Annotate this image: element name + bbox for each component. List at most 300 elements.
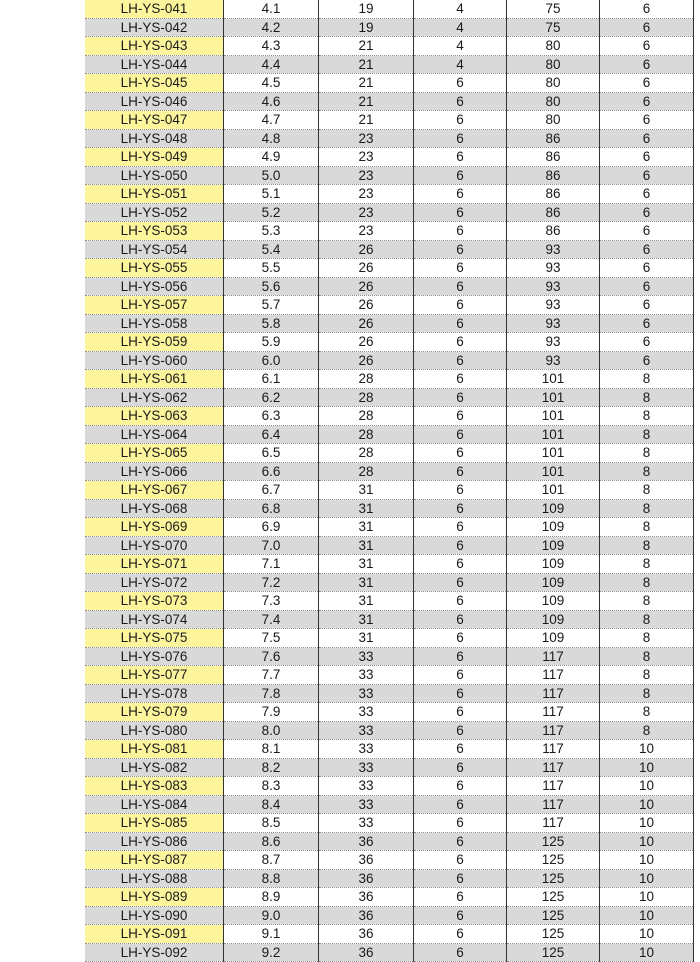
value-cell: 8 — [600, 388, 694, 407]
value-cell: 28 — [319, 444, 414, 463]
value-cell: 26 — [319, 333, 414, 352]
value-cell: 6.9 — [224, 518, 319, 537]
value-cell: 6 — [414, 610, 507, 629]
value-cell: 7.3 — [224, 592, 319, 611]
value-cell: 86 — [507, 185, 600, 204]
value-cell: 6 — [414, 425, 507, 444]
value-cell: 6 — [414, 869, 507, 888]
value-cell: 10 — [600, 925, 694, 944]
value-cell: 93 — [507, 277, 600, 296]
value-cell: 36 — [319, 851, 414, 870]
value-cell: 31 — [319, 629, 414, 648]
value-cell: 4 — [414, 37, 507, 56]
value-cell: 6 — [600, 18, 694, 37]
model-cell: LH-YS-046 — [85, 92, 224, 111]
value-cell: 80 — [507, 111, 600, 130]
model-cell: LH-YS-072 — [85, 573, 224, 592]
model-cell: LH-YS-087 — [85, 851, 224, 870]
table-row — [85, 499, 694, 518]
model-cell: LH-YS-068 — [85, 499, 224, 518]
value-cell: 31 — [319, 481, 414, 500]
value-cell: 9.1 — [224, 925, 319, 944]
value-cell: 101 — [507, 388, 600, 407]
model-cell: LH-YS-065 — [85, 444, 224, 463]
value-cell: 28 — [319, 407, 414, 426]
value-cell: 125 — [507, 869, 600, 888]
value-cell: 6 — [414, 166, 507, 185]
value-cell: 8 — [600, 462, 694, 481]
value-cell: 93 — [507, 351, 600, 370]
table-row — [85, 518, 694, 537]
value-cell: 8 — [600, 407, 694, 426]
table-row — [85, 629, 694, 648]
value-cell: 7.2 — [224, 573, 319, 592]
value-cell: 7.0 — [224, 536, 319, 555]
value-cell: 101 — [507, 444, 600, 463]
table-row — [85, 185, 694, 204]
model-cell: LH-YS-047 — [85, 111, 224, 130]
value-cell: 8.2 — [224, 758, 319, 777]
model-cell: LH-YS-071 — [85, 555, 224, 574]
value-cell: 6 — [600, 74, 694, 93]
table-row — [85, 573, 694, 592]
value-cell: 28 — [319, 425, 414, 444]
value-cell: 5.3 — [224, 222, 319, 241]
value-cell: 10 — [600, 943, 694, 962]
model-cell: LH-YS-083 — [85, 777, 224, 796]
value-cell: 8.5 — [224, 814, 319, 833]
value-cell: 6 — [414, 129, 507, 148]
value-cell: 8 — [600, 370, 694, 389]
value-cell: 7.4 — [224, 610, 319, 629]
value-cell: 6 — [600, 203, 694, 222]
value-cell: 6 — [600, 351, 694, 370]
value-cell: 6 — [414, 758, 507, 777]
model-cell: LH-YS-056 — [85, 277, 224, 296]
value-cell: 6 — [600, 259, 694, 278]
model-cell: LH-YS-066 — [85, 462, 224, 481]
table-row — [85, 814, 694, 833]
value-cell: 10 — [600, 869, 694, 888]
value-cell: 8 — [600, 721, 694, 740]
value-cell: 8 — [600, 666, 694, 685]
model-cell: LH-YS-089 — [85, 888, 224, 907]
value-cell: 5.7 — [224, 296, 319, 315]
table-row — [85, 684, 694, 703]
model-cell: LH-YS-057 — [85, 296, 224, 315]
value-cell: 36 — [319, 925, 414, 944]
value-cell: 109 — [507, 592, 600, 611]
value-cell: 21 — [319, 74, 414, 93]
value-cell: 109 — [507, 499, 600, 518]
value-cell: 33 — [319, 795, 414, 814]
model-cell: LH-YS-090 — [85, 906, 224, 925]
value-cell: 21 — [319, 37, 414, 56]
table-row — [85, 555, 694, 574]
value-cell: 31 — [319, 499, 414, 518]
value-cell: 7.8 — [224, 684, 319, 703]
table-row — [85, 166, 694, 185]
model-cell: LH-YS-060 — [85, 351, 224, 370]
model-cell: LH-YS-054 — [85, 240, 224, 259]
value-cell: 28 — [319, 462, 414, 481]
model-cell: LH-YS-084 — [85, 795, 224, 814]
model-cell: LH-YS-059 — [85, 333, 224, 352]
table-row — [85, 203, 694, 222]
value-cell: 6 — [600, 55, 694, 74]
value-cell: 28 — [319, 370, 414, 389]
value-cell: 8.6 — [224, 832, 319, 851]
model-cell: LH-YS-043 — [85, 37, 224, 56]
value-cell: 6 — [414, 499, 507, 518]
table-row — [85, 943, 694, 962]
value-cell: 6 — [414, 240, 507, 259]
value-cell: 125 — [507, 851, 600, 870]
value-cell: 75 — [507, 18, 600, 37]
value-cell: 109 — [507, 610, 600, 629]
value-cell: 125 — [507, 925, 600, 944]
value-cell: 31 — [319, 592, 414, 611]
table-row — [85, 647, 694, 666]
model-cell: LH-YS-041 — [85, 0, 224, 18]
model-cell: LH-YS-092 — [85, 943, 224, 962]
value-cell: 8 — [600, 629, 694, 648]
value-cell: 6 — [414, 573, 507, 592]
spec-table-body — [85, 0, 694, 962]
value-cell: 4.5 — [224, 74, 319, 93]
table-row — [85, 129, 694, 148]
table-row — [85, 777, 694, 796]
value-cell: 6 — [600, 240, 694, 259]
value-cell: 6 — [414, 666, 507, 685]
value-cell: 6 — [600, 222, 694, 241]
value-cell: 6.2 — [224, 388, 319, 407]
value-cell: 6 — [414, 92, 507, 111]
value-cell: 26 — [319, 259, 414, 278]
value-cell: 10 — [600, 795, 694, 814]
value-cell: 4.9 — [224, 148, 319, 167]
value-cell: 33 — [319, 647, 414, 666]
value-cell: 117 — [507, 721, 600, 740]
value-cell: 6 — [414, 333, 507, 352]
value-cell: 101 — [507, 462, 600, 481]
model-cell: LH-YS-049 — [85, 148, 224, 167]
value-cell: 109 — [507, 573, 600, 592]
value-cell: 10 — [600, 777, 694, 796]
value-cell: 6 — [414, 444, 507, 463]
model-cell: LH-YS-050 — [85, 166, 224, 185]
value-cell: 33 — [319, 758, 414, 777]
model-cell: LH-YS-044 — [85, 55, 224, 74]
value-cell: 26 — [319, 277, 414, 296]
table-row — [85, 425, 694, 444]
value-cell: 6 — [414, 703, 507, 722]
value-cell: 4 — [414, 55, 507, 74]
value-cell: 8 — [600, 592, 694, 611]
value-cell: 5.8 — [224, 314, 319, 333]
value-cell: 36 — [319, 832, 414, 851]
table-row — [85, 111, 694, 130]
model-cell: LH-YS-053 — [85, 222, 224, 241]
value-cell: 8 — [600, 481, 694, 500]
value-cell: 7.9 — [224, 703, 319, 722]
table-row — [85, 462, 694, 481]
value-cell: 4.6 — [224, 92, 319, 111]
value-cell: 26 — [319, 351, 414, 370]
value-cell: 4.7 — [224, 111, 319, 130]
value-cell: 6 — [600, 185, 694, 204]
value-cell: 33 — [319, 721, 414, 740]
value-cell: 5.0 — [224, 166, 319, 185]
model-cell: LH-YS-070 — [85, 536, 224, 555]
value-cell: 6 — [600, 166, 694, 185]
value-cell: 26 — [319, 314, 414, 333]
value-cell: 6 — [414, 536, 507, 555]
value-cell: 6 — [414, 185, 507, 204]
value-cell: 125 — [507, 943, 600, 962]
value-cell: 86 — [507, 166, 600, 185]
value-cell: 6 — [600, 129, 694, 148]
table-row — [85, 0, 694, 18]
value-cell: 117 — [507, 740, 600, 759]
value-cell: 6.0 — [224, 351, 319, 370]
value-cell: 7.7 — [224, 666, 319, 685]
value-cell: 8 — [600, 425, 694, 444]
model-cell: LH-YS-048 — [85, 129, 224, 148]
table-row — [85, 388, 694, 407]
value-cell: 23 — [319, 166, 414, 185]
value-cell: 5.6 — [224, 277, 319, 296]
value-cell: 23 — [319, 185, 414, 204]
value-cell: 23 — [319, 129, 414, 148]
value-cell: 6 — [414, 943, 507, 962]
value-cell: 75 — [507, 0, 600, 18]
table-row — [85, 444, 694, 463]
value-cell: 5.9 — [224, 333, 319, 352]
table-row — [85, 906, 694, 925]
value-cell: 6 — [414, 647, 507, 666]
value-cell: 6 — [414, 222, 507, 241]
value-cell: 26 — [319, 240, 414, 259]
value-cell: 8 — [600, 573, 694, 592]
table-row — [85, 240, 694, 259]
value-cell: 33 — [319, 777, 414, 796]
value-cell: 93 — [507, 240, 600, 259]
value-cell: 10 — [600, 851, 694, 870]
value-cell: 6 — [414, 684, 507, 703]
value-cell: 86 — [507, 203, 600, 222]
value-cell: 117 — [507, 795, 600, 814]
table-row — [85, 92, 694, 111]
model-cell: LH-YS-077 — [85, 666, 224, 685]
value-cell: 101 — [507, 370, 600, 389]
model-cell: LH-YS-042 — [85, 18, 224, 37]
value-cell: 5.4 — [224, 240, 319, 259]
value-cell: 6.8 — [224, 499, 319, 518]
value-cell: 6 — [414, 407, 507, 426]
value-cell: 5.2 — [224, 203, 319, 222]
value-cell: 8 — [600, 499, 694, 518]
value-cell: 8.4 — [224, 795, 319, 814]
value-cell: 31 — [319, 573, 414, 592]
value-cell: 8.9 — [224, 888, 319, 907]
value-cell: 8.3 — [224, 777, 319, 796]
value-cell: 117 — [507, 647, 600, 666]
value-cell: 6 — [414, 592, 507, 611]
table-row — [85, 296, 694, 315]
value-cell: 33 — [319, 740, 414, 759]
table-row — [85, 55, 694, 74]
value-cell: 26 — [319, 296, 414, 315]
value-cell: 109 — [507, 536, 600, 555]
value-cell: 6.3 — [224, 407, 319, 426]
value-cell: 31 — [319, 610, 414, 629]
value-cell: 6 — [414, 351, 507, 370]
value-cell: 93 — [507, 259, 600, 278]
value-cell: 8 — [600, 610, 694, 629]
value-cell: 109 — [507, 629, 600, 648]
value-cell: 6.4 — [224, 425, 319, 444]
value-cell: 10 — [600, 758, 694, 777]
value-cell: 6 — [600, 333, 694, 352]
value-cell: 86 — [507, 148, 600, 167]
value-cell: 6 — [414, 721, 507, 740]
value-cell: 86 — [507, 129, 600, 148]
value-cell: 6.5 — [224, 444, 319, 463]
value-cell: 6 — [600, 314, 694, 333]
table-row — [85, 721, 694, 740]
value-cell: 28 — [319, 388, 414, 407]
value-cell: 6 — [414, 832, 507, 851]
value-cell: 8 — [600, 684, 694, 703]
value-cell: 6 — [414, 111, 507, 130]
value-cell: 10 — [600, 906, 694, 925]
value-cell: 21 — [319, 111, 414, 130]
value-cell: 117 — [507, 666, 600, 685]
value-cell: 6 — [600, 92, 694, 111]
model-cell: LH-YS-055 — [85, 259, 224, 278]
table-row — [85, 259, 694, 278]
model-cell: LH-YS-079 — [85, 703, 224, 722]
value-cell: 33 — [319, 666, 414, 685]
table-row — [85, 481, 694, 500]
value-cell: 36 — [319, 906, 414, 925]
value-cell: 8.7 — [224, 851, 319, 870]
value-cell: 6 — [414, 314, 507, 333]
value-cell: 36 — [319, 888, 414, 907]
table-row — [85, 74, 694, 93]
value-cell: 6 — [414, 296, 507, 315]
table-row — [85, 333, 694, 352]
value-cell: 80 — [507, 74, 600, 93]
model-cell: LH-YS-086 — [85, 832, 224, 851]
value-cell: 6 — [414, 888, 507, 907]
value-cell: 125 — [507, 906, 600, 925]
model-cell: LH-YS-051 — [85, 185, 224, 204]
table-row — [85, 37, 694, 56]
table-row — [85, 407, 694, 426]
value-cell: 80 — [507, 37, 600, 56]
value-cell: 117 — [507, 684, 600, 703]
value-cell: 36 — [319, 943, 414, 962]
value-cell: 117 — [507, 777, 600, 796]
value-cell: 125 — [507, 888, 600, 907]
value-cell: 10 — [600, 832, 694, 851]
value-cell: 4.3 — [224, 37, 319, 56]
value-cell: 6 — [414, 370, 507, 389]
model-cell: LH-YS-064 — [85, 425, 224, 444]
value-cell: 31 — [319, 555, 414, 574]
model-cell: LH-YS-062 — [85, 388, 224, 407]
value-cell: 6 — [600, 0, 694, 18]
value-cell: 6 — [414, 259, 507, 278]
value-cell: 7.5 — [224, 629, 319, 648]
value-cell: 19 — [319, 0, 414, 18]
value-cell: 8 — [600, 555, 694, 574]
value-cell: 6 — [414, 777, 507, 796]
value-cell: 101 — [507, 481, 600, 500]
model-cell: LH-YS-073 — [85, 592, 224, 611]
value-cell: 6 — [414, 925, 507, 944]
value-cell: 19 — [319, 18, 414, 37]
value-cell: 21 — [319, 55, 414, 74]
value-cell: 6 — [414, 518, 507, 537]
value-cell: 6 — [414, 74, 507, 93]
value-cell: 33 — [319, 814, 414, 833]
model-cell: LH-YS-052 — [85, 203, 224, 222]
value-cell: 101 — [507, 407, 600, 426]
value-cell: 21 — [319, 92, 414, 111]
value-cell: 6 — [414, 388, 507, 407]
model-cell: LH-YS-074 — [85, 610, 224, 629]
value-cell: 33 — [319, 703, 414, 722]
table-row — [85, 592, 694, 611]
model-cell: LH-YS-058 — [85, 314, 224, 333]
value-cell: 93 — [507, 333, 600, 352]
value-cell: 4.2 — [224, 18, 319, 37]
value-cell: 8 — [600, 647, 694, 666]
value-cell: 5.1 — [224, 185, 319, 204]
value-cell: 6 — [414, 462, 507, 481]
table-row — [85, 610, 694, 629]
table-row — [85, 222, 694, 241]
value-cell: 80 — [507, 55, 600, 74]
value-cell: 86 — [507, 222, 600, 241]
value-cell: 6 — [414, 851, 507, 870]
value-cell: 117 — [507, 814, 600, 833]
table-row — [85, 851, 694, 870]
table-row — [85, 148, 694, 167]
value-cell: 6 — [600, 296, 694, 315]
value-cell: 6 — [414, 629, 507, 648]
table-row — [85, 869, 694, 888]
model-cell: LH-YS-067 — [85, 481, 224, 500]
model-cell: LH-YS-076 — [85, 647, 224, 666]
value-cell: 93 — [507, 296, 600, 315]
value-cell: 80 — [507, 92, 600, 111]
value-cell: 6 — [414, 740, 507, 759]
model-cell: LH-YS-063 — [85, 407, 224, 426]
value-cell: 10 — [600, 740, 694, 759]
value-cell: 109 — [507, 555, 600, 574]
value-cell: 10 — [600, 814, 694, 833]
value-cell: 4.1 — [224, 0, 319, 18]
value-cell: 10 — [600, 888, 694, 907]
value-cell: 8 — [600, 518, 694, 537]
value-cell: 6 — [414, 203, 507, 222]
table-row — [85, 703, 694, 722]
value-cell: 31 — [319, 518, 414, 537]
